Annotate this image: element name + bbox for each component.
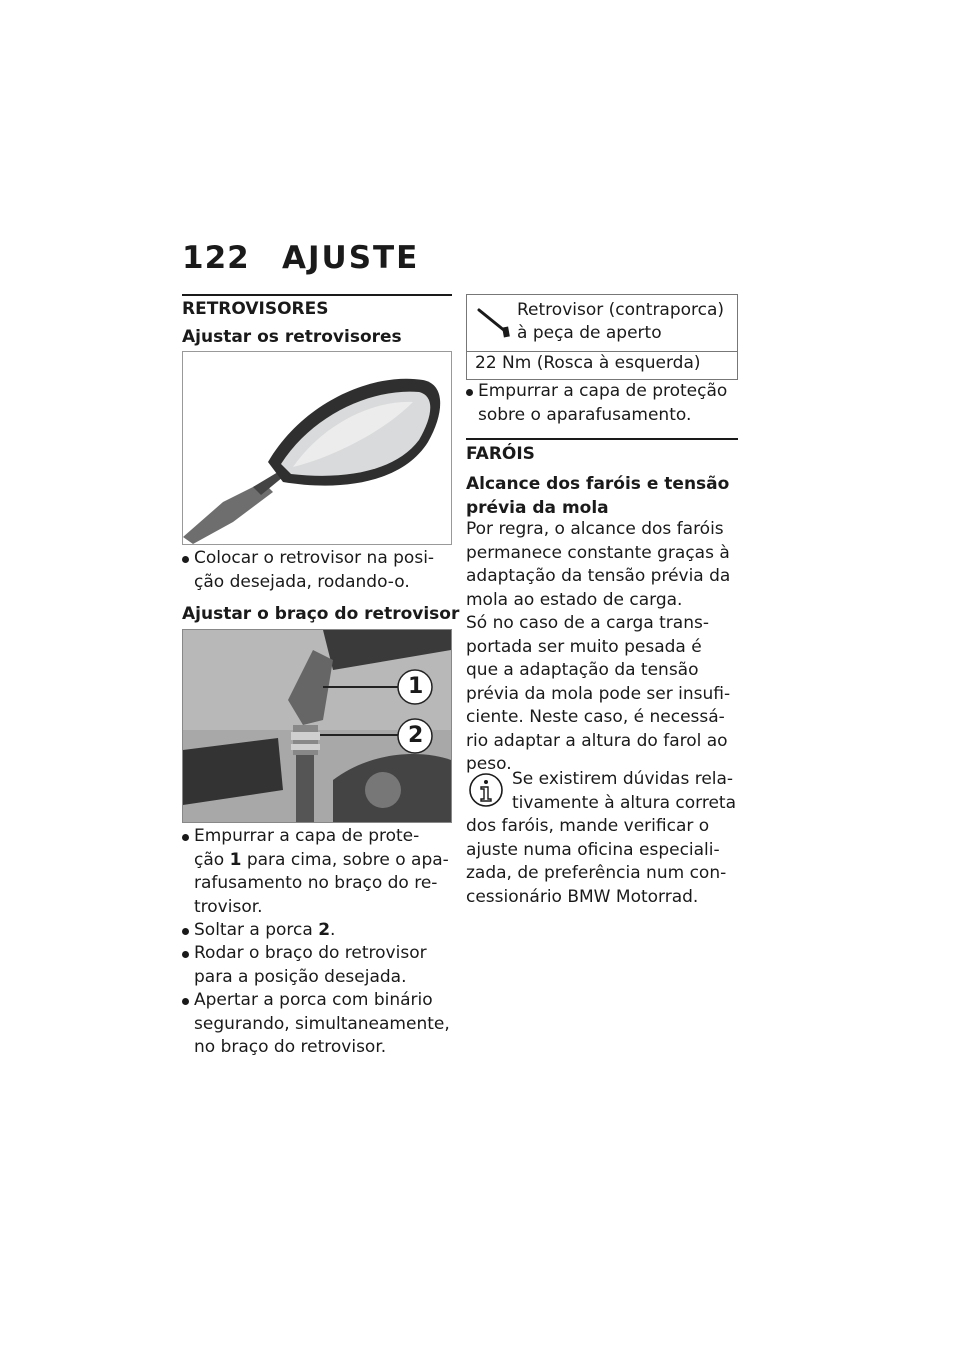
spec-label: Retrovisor (contraporca) à peça de aperto: [517, 300, 725, 343]
subtitle-adjust-arm: Ajustar o braço do retrovisor: [182, 604, 460, 624]
page-number: 122: [182, 240, 250, 276]
info-icon: [468, 772, 504, 808]
mirror-illustration: [183, 352, 451, 544]
bullet-tighten-nut: Apertar a porca com binário segurando, simultaneamente, no braço do retrovisor.: [182, 989, 450, 1060]
bullet-dot: [182, 951, 189, 958]
bullet-dot: [182, 834, 189, 841]
bullet-push-cap: Empurrar a capa de prote- ção 1 para cima, sobre o apa- rafusamento no braço do re- trovisor.: [182, 825, 449, 919]
bullet-rotate-arm: Rodar o braço do retrovisor para a posição desejada.: [182, 942, 427, 989]
section-rule-right: [466, 438, 738, 440]
bullet-rotate-mirror: Colocar o retrovisor na posi- ção desejada, rodando-o.: [182, 547, 434, 594]
info-note: dos faróis, mande verificar o ajuste numa oficina especiali- zada, de preferência num con- cessionário BMW Motorrad.: [466, 816, 727, 907]
bullet-dot: [182, 556, 189, 563]
bullet-loosen-nut: Soltar a porca 2.: [182, 919, 335, 943]
torque-wrench-icon: [477, 307, 513, 339]
section-rule-left: [182, 294, 452, 296]
callout-2: 2: [408, 723, 424, 748]
ref-1: 1: [229, 849, 242, 870]
callout-1: 1: [408, 674, 424, 699]
chapter-title: AJUSTE: [282, 240, 420, 276]
section-title-farois: FARÓIS: [466, 444, 535, 464]
ref-2: 2: [318, 920, 331, 940]
bullet-dot: [466, 389, 473, 396]
mirror-photo: [182, 351, 452, 545]
subtitle-headlight-range: Alcance dos faróis e tensão prévia da mola: [466, 474, 730, 518]
mirror-arm-photo: [182, 629, 452, 823]
subtitle-adjust-mirrors: Ajustar os retrovisores: [182, 327, 402, 347]
spec-value: 22 Nm (Rosca à esquerda): [475, 353, 701, 373]
headlight-paragraph: Por regra, o alcance dos faróis permanece constante graças à adaptação da tensão prévia da mola ao estado de carga. Só no caso de a carga trans- portada ser muito pesada é que a adaptação da tensão prévia da mola pode ser insufi- ciente. Neste caso, é necessá- rio adaptar a altura do farol ao peso.: [466, 519, 731, 774]
info-note-indented: Se existirem dúvidas rela- tivamente à altura correta: [512, 769, 736, 813]
bullet-dot: [182, 998, 189, 1005]
bullet-push-protection-cap: Empurrar a capa de proteção sobre o aparafusamento.: [466, 380, 727, 427]
torque-spec-box: [466, 294, 738, 380]
bullet-dot: [182, 928, 189, 935]
section-title-retrovisores: RETROVISORES: [182, 299, 329, 319]
spec-divider: [467, 351, 737, 352]
